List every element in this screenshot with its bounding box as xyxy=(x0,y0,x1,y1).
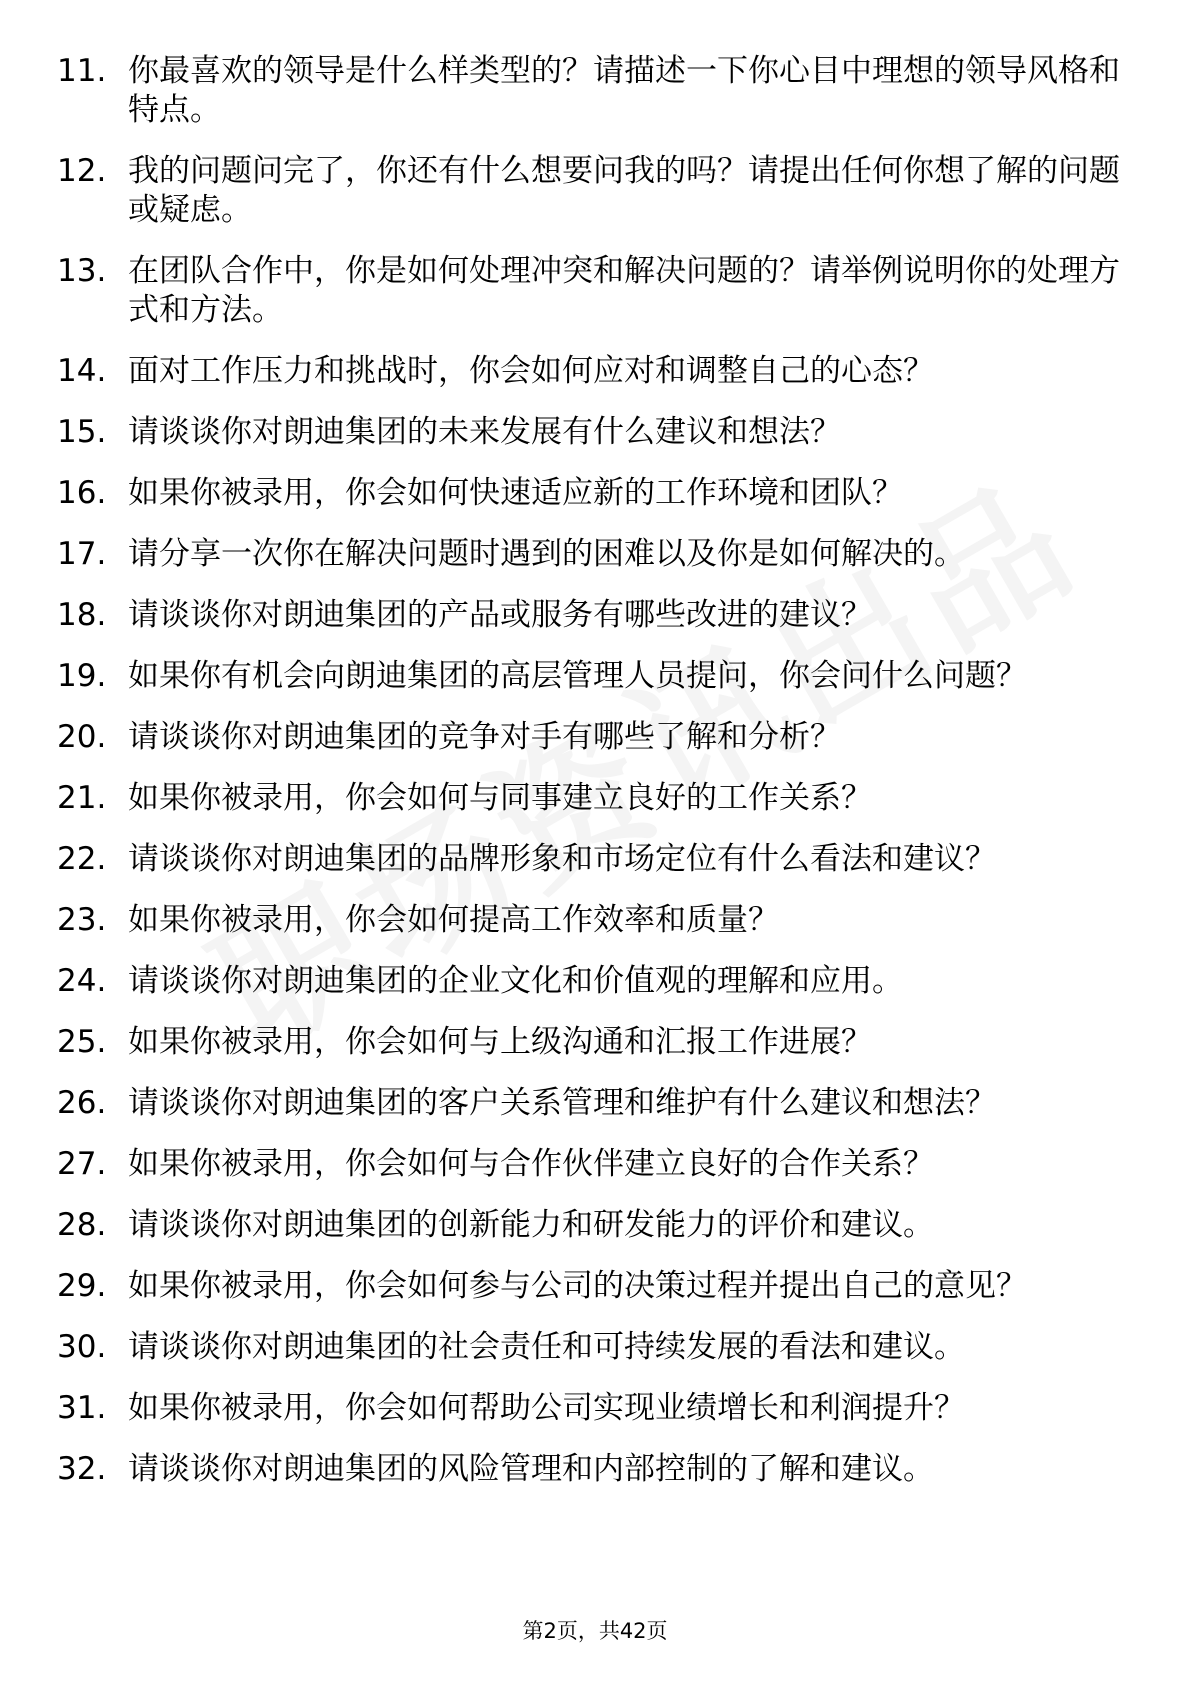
item-text: 如果你被录用，你会如何帮助公司实现业绩增长和利润提升？ xyxy=(128,1390,965,1426)
item-number: 17. xyxy=(57,536,107,572)
item-text: 请谈谈你对朗迪集团的企业文化和价值观的理解和应用。 xyxy=(128,963,903,999)
item-text: 请谈谈你对朗迪集团的未来发展有什么建议和想法？ xyxy=(128,414,841,450)
list-item xyxy=(0,152,1190,230)
list-item xyxy=(0,1023,1190,1062)
item-number: 15. xyxy=(57,414,107,450)
list-item xyxy=(0,962,1190,1001)
list-item xyxy=(0,1145,1190,1184)
item-text: 请谈谈你对朗迪集团的风险管理和内部控制的了解和建议。 xyxy=(128,1451,934,1487)
list-item xyxy=(0,1328,1190,1367)
item-number: 12. xyxy=(57,153,107,189)
list-item xyxy=(0,52,1190,130)
item-number: 14. xyxy=(57,353,107,389)
item-number: 27. xyxy=(57,1146,107,1182)
item-number: 21. xyxy=(57,780,107,816)
item-number: 30. xyxy=(57,1329,107,1365)
item-text: 如果你被录用，你会如何与上级沟通和汇报工作进展？ xyxy=(128,1024,872,1060)
list-item xyxy=(0,1389,1190,1428)
list-item xyxy=(0,1267,1190,1306)
item-text: 我的问题问完了，你还有什么想要问我的吗？请提出任何你想了解的问题或疑虑。 xyxy=(128,153,1120,228)
item-text: 请谈谈你对朗迪集团的产品或服务有哪些改进的建议？ xyxy=(128,597,872,633)
item-text: 请谈谈你对朗迪集团的竞争对手有哪些了解和分析？ xyxy=(128,719,841,755)
item-number: 28. xyxy=(57,1207,107,1243)
item-text: 如果你被录用，你会如何与合作伙伴建立良好的合作关系？ xyxy=(128,1146,934,1182)
item-number: 22. xyxy=(57,841,107,877)
item-number: 18. xyxy=(57,597,107,633)
item-text: 如果你被录用，你会如何提高工作效率和质量？ xyxy=(128,902,779,938)
item-text: 请谈谈你对朗迪集团的创新能力和研发能力的评价和建议。 xyxy=(128,1207,934,1243)
item-number: 24. xyxy=(57,963,107,999)
item-number: 32. xyxy=(57,1451,107,1487)
list-item xyxy=(0,1084,1190,1123)
item-text: 在团队合作中，你是如何处理冲突和解决问题的？请举例说明你的处理方式和方法。 xyxy=(128,253,1120,328)
item-number: 16. xyxy=(57,475,107,511)
item-number: 11. xyxy=(57,53,107,89)
list-item xyxy=(0,474,1190,513)
list-item xyxy=(0,901,1190,940)
item-number: 20. xyxy=(57,719,107,755)
list-item xyxy=(0,596,1190,635)
list-item xyxy=(0,1450,1190,1489)
item-number: 31. xyxy=(57,1390,107,1426)
item-number: 19. xyxy=(57,658,107,694)
list-item xyxy=(0,657,1190,696)
item-text: 请谈谈你对朗迪集团的品牌形象和市场定位有什么看法和建议？ xyxy=(128,841,996,877)
item-text: 请谈谈你对朗迪集团的客户关系管理和维护有什么建议和想法？ xyxy=(128,1085,996,1121)
item-text: 面对工作压力和挑战时，你会如何应对和调整自己的心态？ xyxy=(128,353,934,389)
item-text: 请谈谈你对朗迪集团的社会责任和可持续发展的看法和建议。 xyxy=(128,1329,965,1365)
list-item xyxy=(0,718,1190,757)
item-number: 25. xyxy=(57,1024,107,1060)
item-text: 如果你有机会向朗迪集团的高层管理人员提问，你会问什么问题？ xyxy=(128,658,1027,694)
item-text: 如果你被录用，你会如何参与公司的决策过程并提出自己的意见？ xyxy=(128,1268,1027,1304)
item-number: 29. xyxy=(57,1268,107,1304)
page-footer: 第2页，共42页 xyxy=(522,1619,668,1643)
list-item xyxy=(0,413,1190,452)
item-number: 13. xyxy=(57,253,107,289)
item-text: 你最喜欢的领导是什么样类型的？请描述一下你心目中理想的领导风格和特点。 xyxy=(128,53,1120,128)
list-item xyxy=(0,1206,1190,1245)
item-text: 如果你被录用，你会如何快速适应新的工作环境和团队？ xyxy=(128,475,903,511)
list-item xyxy=(0,840,1190,879)
list-item xyxy=(0,535,1190,574)
item-number: 23. xyxy=(57,902,107,938)
item-text: 如果你被录用，你会如何与同事建立良好的工作关系？ xyxy=(128,780,872,816)
list-item xyxy=(0,352,1190,391)
question-list xyxy=(0,52,1190,1511)
item-text: 请分享一次你在解决问题时遇到的困难以及你是如何解决的。 xyxy=(128,536,965,572)
list-item xyxy=(0,779,1190,818)
item-number: 26. xyxy=(57,1085,107,1121)
list-item xyxy=(0,252,1190,330)
